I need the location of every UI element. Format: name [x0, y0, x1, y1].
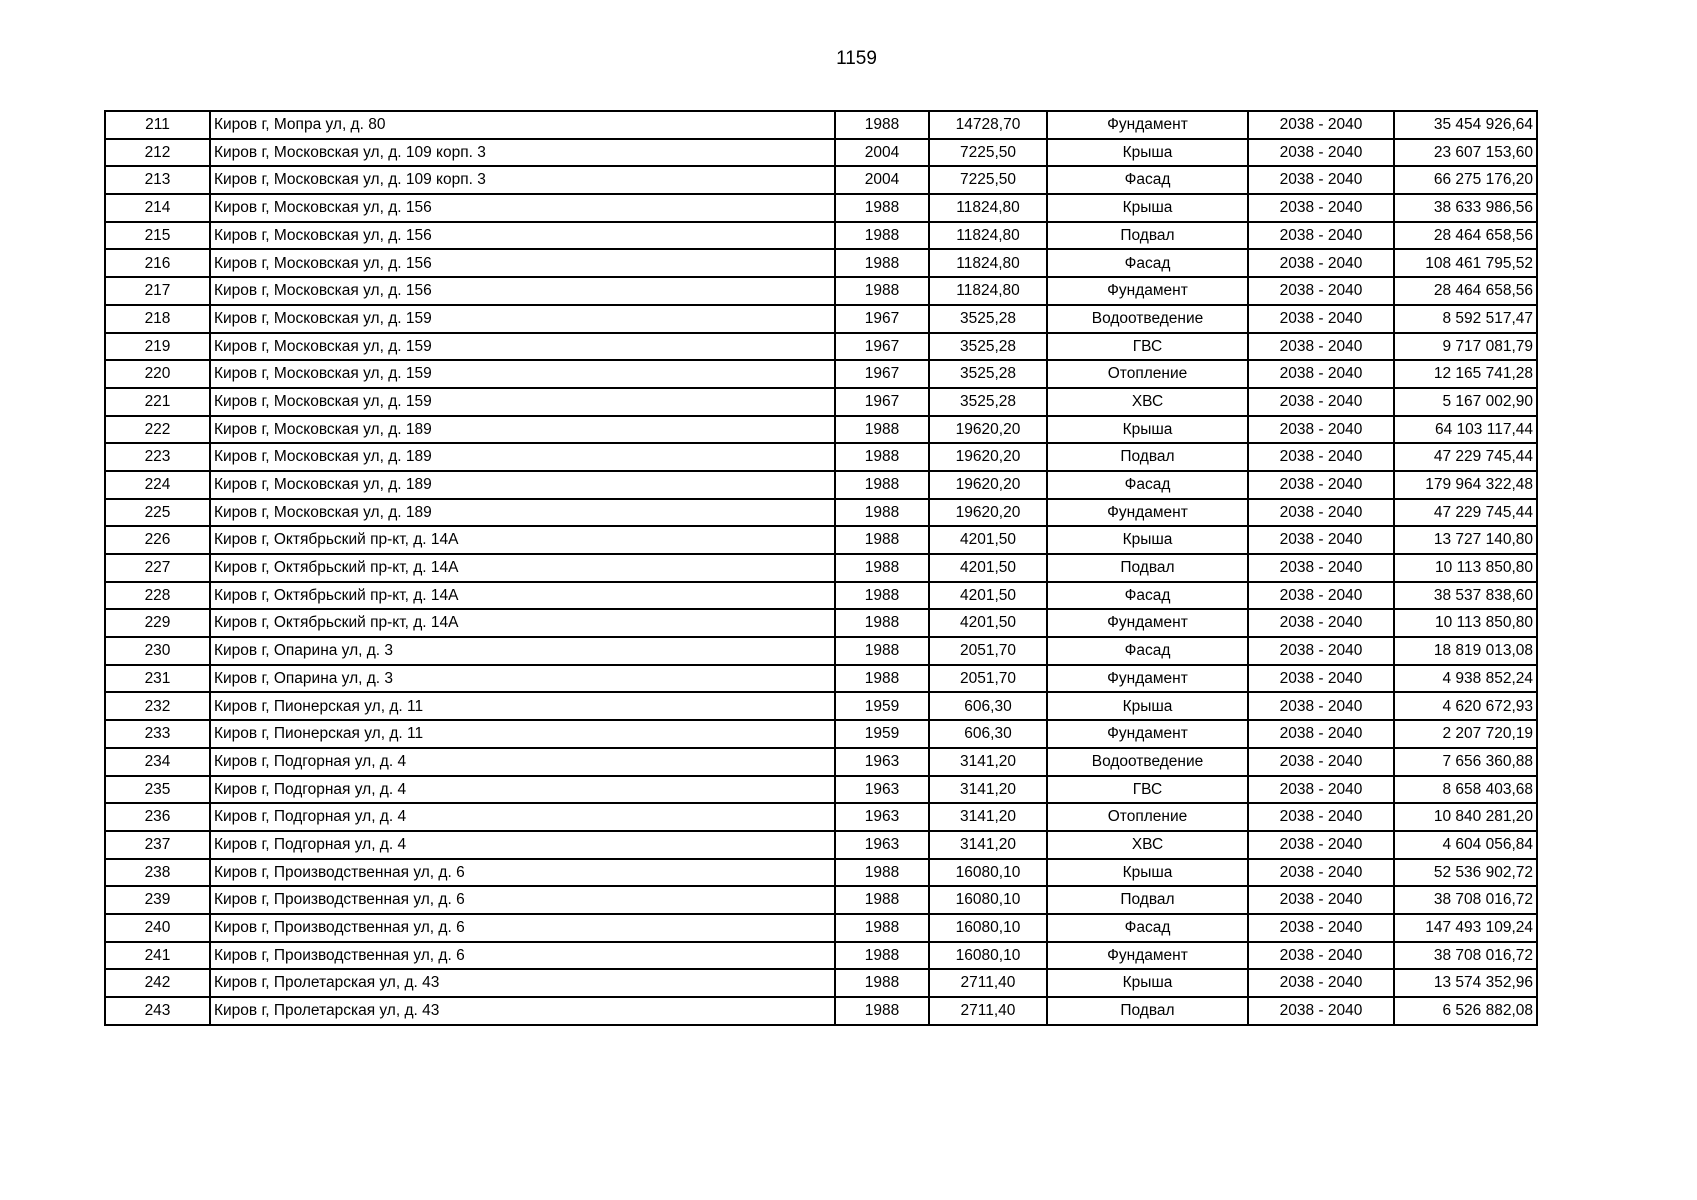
- address-cell: Киров г, Подгорная ул, д. 4: [210, 803, 835, 831]
- year-cell: 1988: [835, 526, 929, 554]
- address-cell: Киров г, Пролетарская ул, д. 43: [210, 969, 835, 997]
- work-type-cell: Отопление: [1047, 803, 1248, 831]
- area-cell: 2711,40: [929, 997, 1047, 1025]
- row-number-cell: 214: [105, 194, 210, 222]
- register-body: [105, 111, 1537, 1025]
- row-number-cell: 239: [105, 886, 210, 914]
- table-row: [105, 997, 1537, 1025]
- table-row: [105, 360, 1537, 388]
- row-number-cell: 212: [105, 139, 210, 167]
- table-row: [105, 942, 1537, 970]
- area-cell: 606,30: [929, 692, 1047, 720]
- area-cell: 19620,20: [929, 443, 1047, 471]
- area-cell: 4201,50: [929, 526, 1047, 554]
- address-cell: Киров г, Производственная ул, д. 6: [210, 886, 835, 914]
- area-cell: 3525,28: [929, 388, 1047, 416]
- table-row: [105, 471, 1537, 499]
- address-cell: Киров г, Октябрьский пр-кт, д. 14А: [210, 554, 835, 582]
- register-table: [104, 110, 1538, 1026]
- cost-cell: 8 592 517,47: [1394, 305, 1537, 333]
- table-row: [105, 665, 1537, 693]
- area-cell: 4201,50: [929, 609, 1047, 637]
- work-type-cell: Фундамент: [1047, 665, 1248, 693]
- address-cell: Киров г, Московская ул, д. 159: [210, 360, 835, 388]
- address-cell: Киров г, Подгорная ул, д. 4: [210, 831, 835, 859]
- year-cell: 2004: [835, 166, 929, 194]
- area-cell: 19620,20: [929, 416, 1047, 444]
- period-cell: 2038 - 2040: [1248, 609, 1394, 637]
- table-row: [105, 609, 1537, 637]
- row-number-cell: 228: [105, 582, 210, 610]
- table-row: [105, 692, 1537, 720]
- period-cell: 2038 - 2040: [1248, 194, 1394, 222]
- area-cell: 7225,50: [929, 139, 1047, 167]
- work-type-cell: Крыша: [1047, 692, 1248, 720]
- table-row: [105, 333, 1537, 361]
- cost-cell: 38 537 838,60: [1394, 582, 1537, 610]
- year-cell: 1988: [835, 886, 929, 914]
- work-type-cell: Фасад: [1047, 471, 1248, 499]
- work-type-cell: Фасад: [1047, 914, 1248, 942]
- row-number-cell: 242: [105, 969, 210, 997]
- cost-cell: 18 819 013,08: [1394, 637, 1537, 665]
- work-type-cell: Фасад: [1047, 582, 1248, 610]
- period-cell: 2038 - 2040: [1248, 914, 1394, 942]
- table-row: [105, 194, 1537, 222]
- address-cell: Киров г, Пролетарская ул, д. 43: [210, 997, 835, 1025]
- work-type-cell: ГВС: [1047, 776, 1248, 804]
- cost-cell: 4 620 672,93: [1394, 692, 1537, 720]
- table-row: [105, 831, 1537, 859]
- row-number-cell: 211: [105, 111, 210, 139]
- cost-cell: 10 840 281,20: [1394, 803, 1537, 831]
- area-cell: 3525,28: [929, 360, 1047, 388]
- work-type-cell: Фундамент: [1047, 720, 1248, 748]
- area-cell: 16080,10: [929, 859, 1047, 887]
- address-cell: Киров г, Московская ул, д. 156: [210, 194, 835, 222]
- row-number-cell: 231: [105, 665, 210, 693]
- cost-cell: 28 464 658,56: [1394, 222, 1537, 250]
- year-cell: 1967: [835, 333, 929, 361]
- work-type-cell: Фасад: [1047, 637, 1248, 665]
- table-row: [105, 748, 1537, 776]
- year-cell: 1963: [835, 831, 929, 859]
- cost-cell: 47 229 745,44: [1394, 443, 1537, 471]
- year-cell: 1988: [835, 416, 929, 444]
- area-cell: 11824,80: [929, 249, 1047, 277]
- year-cell: 1988: [835, 582, 929, 610]
- period-cell: 2038 - 2040: [1248, 886, 1394, 914]
- area-cell: 4201,50: [929, 554, 1047, 582]
- period-cell: 2038 - 2040: [1248, 305, 1394, 333]
- cost-cell: 10 113 850,80: [1394, 609, 1537, 637]
- row-number-cell: 236: [105, 803, 210, 831]
- year-cell: 1988: [835, 637, 929, 665]
- table-row: [105, 803, 1537, 831]
- period-cell: 2038 - 2040: [1248, 859, 1394, 887]
- table-row: [105, 859, 1537, 887]
- table-row: [105, 222, 1537, 250]
- period-cell: 2038 - 2040: [1248, 249, 1394, 277]
- year-cell: 1988: [835, 249, 929, 277]
- address-cell: Киров г, Производственная ул, д. 6: [210, 859, 835, 887]
- address-cell: Киров г, Октябрьский пр-кт, д. 14А: [210, 526, 835, 554]
- table-row: [105, 416, 1537, 444]
- period-cell: 2038 - 2040: [1248, 333, 1394, 361]
- work-type-cell: Подвал: [1047, 443, 1248, 471]
- work-type-cell: Крыша: [1047, 139, 1248, 167]
- year-cell: 1959: [835, 692, 929, 720]
- cost-cell: 64 103 117,44: [1394, 416, 1537, 444]
- row-number-cell: 235: [105, 776, 210, 804]
- area-cell: 3525,28: [929, 305, 1047, 333]
- cost-cell: 10 113 850,80: [1394, 554, 1537, 582]
- address-cell: Киров г, Московская ул, д. 159: [210, 333, 835, 361]
- address-cell: Киров г, Опарина ул, д. 3: [210, 665, 835, 693]
- year-cell: 1967: [835, 305, 929, 333]
- period-cell: 2038 - 2040: [1248, 803, 1394, 831]
- period-cell: 2038 - 2040: [1248, 720, 1394, 748]
- row-number-cell: 230: [105, 637, 210, 665]
- area-cell: 11824,80: [929, 222, 1047, 250]
- year-cell: 1988: [835, 194, 929, 222]
- period-cell: 2038 - 2040: [1248, 997, 1394, 1025]
- row-number-cell: 232: [105, 692, 210, 720]
- page-number: 1159: [836, 48, 877, 69]
- year-cell: 1988: [835, 665, 929, 693]
- cost-cell: 4 604 056,84: [1394, 831, 1537, 859]
- work-type-cell: Подвал: [1047, 886, 1248, 914]
- area-cell: 7225,50: [929, 166, 1047, 194]
- address-cell: Киров г, Подгорная ул, д. 4: [210, 776, 835, 804]
- row-number-cell: 243: [105, 997, 210, 1025]
- period-cell: 2038 - 2040: [1248, 388, 1394, 416]
- address-cell: Киров г, Производственная ул, д. 6: [210, 942, 835, 970]
- period-cell: 2038 - 2040: [1248, 443, 1394, 471]
- table-row: [105, 443, 1537, 471]
- cost-cell: 13 727 140,80: [1394, 526, 1537, 554]
- period-cell: 2038 - 2040: [1248, 582, 1394, 610]
- work-type-cell: Фасад: [1047, 166, 1248, 194]
- year-cell: 1988: [835, 997, 929, 1025]
- work-type-cell: Крыша: [1047, 194, 1248, 222]
- period-cell: 2038 - 2040: [1248, 471, 1394, 499]
- work-type-cell: ГВС: [1047, 333, 1248, 361]
- row-number-cell: 225: [105, 499, 210, 527]
- address-cell: Киров г, Пионерская ул, д. 11: [210, 720, 835, 748]
- address-cell: Киров г, Московская ул, д. 189: [210, 471, 835, 499]
- table-row: [105, 111, 1537, 139]
- period-cell: 2038 - 2040: [1248, 692, 1394, 720]
- row-number-cell: 215: [105, 222, 210, 250]
- row-number-cell: 233: [105, 720, 210, 748]
- address-cell: Киров г, Московская ул, д. 109 корп. 3: [210, 166, 835, 194]
- cost-cell: 52 536 902,72: [1394, 859, 1537, 887]
- area-cell: 11824,80: [929, 277, 1047, 305]
- address-cell: Киров г, Московская ул, д. 189: [210, 416, 835, 444]
- row-number-cell: 216: [105, 249, 210, 277]
- table-row: [105, 720, 1537, 748]
- cost-cell: 28 464 658,56: [1394, 277, 1537, 305]
- period-cell: 2038 - 2040: [1248, 111, 1394, 139]
- work-type-cell: Крыша: [1047, 969, 1248, 997]
- work-type-cell: Отопление: [1047, 360, 1248, 388]
- cost-cell: 9 717 081,79: [1394, 333, 1537, 361]
- area-cell: 16080,10: [929, 914, 1047, 942]
- year-cell: 1988: [835, 277, 929, 305]
- row-number-cell: 223: [105, 443, 210, 471]
- table-row: [105, 388, 1537, 416]
- period-cell: 2038 - 2040: [1248, 166, 1394, 194]
- address-cell: Киров г, Октябрьский пр-кт, д. 14А: [210, 582, 835, 610]
- cost-cell: 35 454 926,64: [1394, 111, 1537, 139]
- cost-cell: 38 708 016,72: [1394, 886, 1537, 914]
- row-number-cell: 234: [105, 748, 210, 776]
- cost-cell: 8 658 403,68: [1394, 776, 1537, 804]
- area-cell: 19620,20: [929, 471, 1047, 499]
- cost-cell: 23 607 153,60: [1394, 139, 1537, 167]
- work-type-cell: Фасад: [1047, 249, 1248, 277]
- year-cell: 1988: [835, 111, 929, 139]
- table-row: [105, 886, 1537, 914]
- area-cell: 3141,20: [929, 776, 1047, 804]
- year-cell: 1988: [835, 554, 929, 582]
- period-cell: 2038 - 2040: [1248, 277, 1394, 305]
- address-cell: Киров г, Московская ул, д. 156: [210, 277, 835, 305]
- year-cell: 1988: [835, 471, 929, 499]
- area-cell: 4201,50: [929, 582, 1047, 610]
- period-cell: 2038 - 2040: [1248, 637, 1394, 665]
- work-type-cell: ХВС: [1047, 831, 1248, 859]
- work-type-cell: Крыша: [1047, 859, 1248, 887]
- area-cell: 16080,10: [929, 886, 1047, 914]
- cost-cell: 179 964 322,48: [1394, 471, 1537, 499]
- table-row: [105, 166, 1537, 194]
- address-cell: Киров г, Московская ул, д. 156: [210, 249, 835, 277]
- address-cell: Киров г, Опарина ул, д. 3: [210, 637, 835, 665]
- table-row: [105, 582, 1537, 610]
- row-number-cell: 240: [105, 914, 210, 942]
- row-number-cell: 220: [105, 360, 210, 388]
- row-number-cell: 224: [105, 471, 210, 499]
- year-cell: 1988: [835, 609, 929, 637]
- area-cell: 2051,70: [929, 637, 1047, 665]
- period-cell: 2038 - 2040: [1248, 139, 1394, 167]
- year-cell: 1988: [835, 222, 929, 250]
- period-cell: 2038 - 2040: [1248, 665, 1394, 693]
- year-cell: 1988: [835, 443, 929, 471]
- cost-cell: 6 526 882,08: [1394, 997, 1537, 1025]
- row-number-cell: 226: [105, 526, 210, 554]
- address-cell: Киров г, Московская ул, д. 189: [210, 443, 835, 471]
- cost-cell: 2 207 720,19: [1394, 720, 1537, 748]
- work-type-cell: Крыша: [1047, 526, 1248, 554]
- table-row: [105, 305, 1537, 333]
- address-cell: Киров г, Московская ул, д. 189: [210, 499, 835, 527]
- row-number-cell: 241: [105, 942, 210, 970]
- year-cell: 1963: [835, 803, 929, 831]
- area-cell: 11824,80: [929, 194, 1047, 222]
- table-row: [105, 776, 1537, 804]
- cost-cell: 66 275 176,20: [1394, 166, 1537, 194]
- table-row: [105, 637, 1537, 665]
- address-cell: Киров г, Пионерская ул, д. 11: [210, 692, 835, 720]
- area-cell: 3525,28: [929, 333, 1047, 361]
- period-cell: 2038 - 2040: [1248, 499, 1394, 527]
- table-row: [105, 499, 1537, 527]
- period-cell: 2038 - 2040: [1248, 831, 1394, 859]
- row-number-cell: 213: [105, 166, 210, 194]
- cost-cell: 38 633 986,56: [1394, 194, 1537, 222]
- area-cell: 2711,40: [929, 969, 1047, 997]
- work-type-cell: Крыша: [1047, 416, 1248, 444]
- work-type-cell: Фундамент: [1047, 277, 1248, 305]
- table-row: [105, 277, 1537, 305]
- address-cell: Киров г, Московская ул, д. 156: [210, 222, 835, 250]
- year-cell: 1988: [835, 859, 929, 887]
- year-cell: 1967: [835, 388, 929, 416]
- work-type-cell: ХВС: [1047, 388, 1248, 416]
- area-cell: 14728,70: [929, 111, 1047, 139]
- area-cell: 606,30: [929, 720, 1047, 748]
- table-row: [105, 139, 1537, 167]
- year-cell: 1988: [835, 499, 929, 527]
- cost-cell: 38 708 016,72: [1394, 942, 1537, 970]
- table-row: [105, 969, 1537, 997]
- year-cell: 1988: [835, 914, 929, 942]
- period-cell: 2038 - 2040: [1248, 416, 1394, 444]
- area-cell: 3141,20: [929, 831, 1047, 859]
- period-cell: 2038 - 2040: [1248, 360, 1394, 388]
- work-type-cell: Подвал: [1047, 554, 1248, 582]
- cost-cell: 7 656 360,88: [1394, 748, 1537, 776]
- address-cell: Киров г, Мопра ул, д. 80: [210, 111, 835, 139]
- period-cell: 2038 - 2040: [1248, 526, 1394, 554]
- period-cell: 2038 - 2040: [1248, 942, 1394, 970]
- row-number-cell: 221: [105, 388, 210, 416]
- cost-cell: 4 938 852,24: [1394, 665, 1537, 693]
- address-cell: Киров г, Московская ул, д. 159: [210, 305, 835, 333]
- table-row: [105, 526, 1537, 554]
- work-type-cell: Подвал: [1047, 997, 1248, 1025]
- cost-cell: 108 461 795,52: [1394, 249, 1537, 277]
- period-cell: 2038 - 2040: [1248, 969, 1394, 997]
- area-cell: 3141,20: [929, 748, 1047, 776]
- work-type-cell: Фундамент: [1047, 499, 1248, 527]
- year-cell: 1963: [835, 748, 929, 776]
- year-cell: 2004: [835, 139, 929, 167]
- work-type-cell: Водоотведение: [1047, 305, 1248, 333]
- period-cell: 2038 - 2040: [1248, 222, 1394, 250]
- area-cell: 19620,20: [929, 499, 1047, 527]
- row-number-cell: 218: [105, 305, 210, 333]
- cost-cell: 5 167 002,90: [1394, 388, 1537, 416]
- area-cell: 2051,70: [929, 665, 1047, 693]
- table-row: [105, 249, 1537, 277]
- period-cell: 2038 - 2040: [1248, 776, 1394, 804]
- row-number-cell: 219: [105, 333, 210, 361]
- row-number-cell: 222: [105, 416, 210, 444]
- row-number-cell: 227: [105, 554, 210, 582]
- row-number-cell: 217: [105, 277, 210, 305]
- year-cell: 1988: [835, 942, 929, 970]
- area-cell: 3141,20: [929, 803, 1047, 831]
- work-type-cell: Подвал: [1047, 222, 1248, 250]
- cost-cell: 13 574 352,96: [1394, 969, 1537, 997]
- work-type-cell: Фундамент: [1047, 942, 1248, 970]
- year-cell: 1967: [835, 360, 929, 388]
- table-row: [105, 554, 1537, 582]
- cost-cell: 147 493 109,24: [1394, 914, 1537, 942]
- address-cell: Киров г, Производственная ул, д. 6: [210, 914, 835, 942]
- address-cell: Киров г, Октябрьский пр-кт, д. 14А: [210, 609, 835, 637]
- year-cell: 1988: [835, 969, 929, 997]
- work-type-cell: Фундамент: [1047, 111, 1248, 139]
- period-cell: 2038 - 2040: [1248, 554, 1394, 582]
- address-cell: Киров г, Московская ул, д. 159: [210, 388, 835, 416]
- row-number-cell: 238: [105, 859, 210, 887]
- area-cell: 16080,10: [929, 942, 1047, 970]
- year-cell: 1963: [835, 776, 929, 804]
- row-number-cell: 229: [105, 609, 210, 637]
- work-type-cell: Фундамент: [1047, 609, 1248, 637]
- work-type-cell: Водоотведение: [1047, 748, 1248, 776]
- table-row: [105, 914, 1537, 942]
- cost-cell: 12 165 741,28: [1394, 360, 1537, 388]
- address-cell: Киров г, Московская ул, д. 109 корп. 3: [210, 139, 835, 167]
- row-number-cell: 237: [105, 831, 210, 859]
- address-cell: Киров г, Подгорная ул, д. 4: [210, 748, 835, 776]
- cost-cell: 47 229 745,44: [1394, 499, 1537, 527]
- year-cell: 1959: [835, 720, 929, 748]
- period-cell: 2038 - 2040: [1248, 748, 1394, 776]
